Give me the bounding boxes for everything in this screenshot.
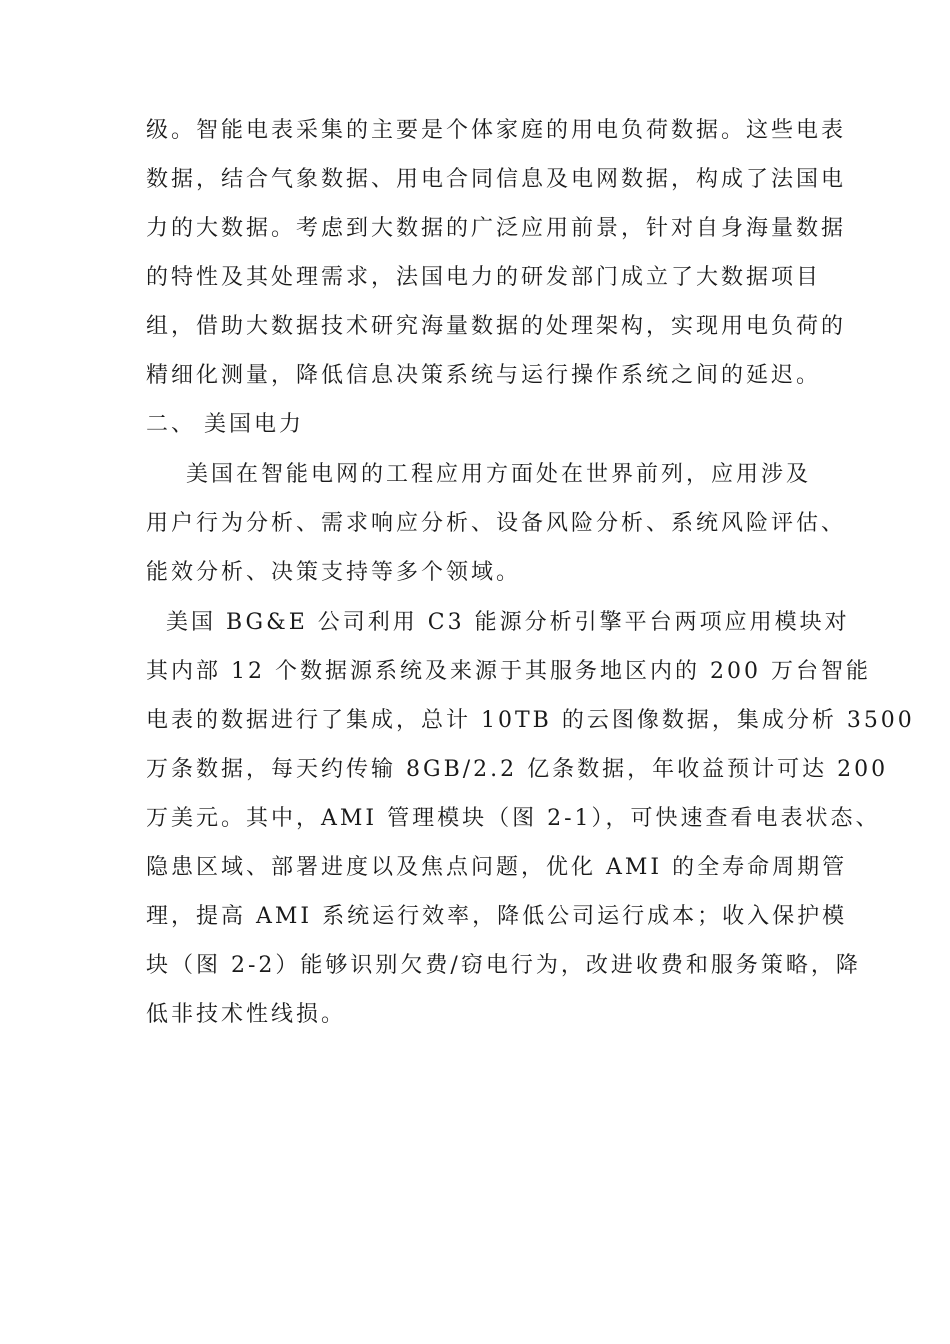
text-line: 的特性及其处理需求，法国电力的研发部门成立了大数据项目 [146,265,822,290]
section-title: 美国电力 [204,412,305,437]
text-line: 用户行为分析、需求响应分析、设备风险分析、系统风险评估、 [146,511,847,536]
text-line: 精细化测量，降低信息决策系统与运行操作系统之间的延迟。 [146,363,822,388]
text-line: 隐患区域、部署进度以及焦点问题，优化 AMI 的全寿命周期管 [146,855,848,880]
text-line: 数据，结合气象数据、用电合同信息及电网数据，构成了法国电 [146,167,847,192]
text-line: 美国在智能电网的工程应用方面处在世界前列，应用涉及 [146,462,811,487]
text-line: 组，借助大数据技术研究海量数据的处理架构，实现用电负荷的 [146,314,847,339]
text-line: 美国 BG&E 公司利用 C3 能源分析引擎平台两项应用模块对 [146,610,850,635]
text-line: 低非技术性线损。 [146,1002,347,1027]
text-line: 级。智能电表采集的主要是个体家庭的用电负荷数据。这些电表 [146,118,847,143]
paragraph-bge-c3 [146,598,915,1039]
text-line: 能效分析、决策支持等多个领域。 [146,560,522,585]
section-number: 二、 [146,412,197,437]
paragraph-france-big-data [146,106,847,400]
paragraph-us-smart-grid [146,450,847,597]
text-line: 万条数据，每天约传输 8GB/2.2 亿条数据，年收益预计可达 200 [146,757,889,782]
text-line: 块（图 2-2）能够识别欠费/窃电行为，改进收费和服务策略，降 [146,953,861,978]
text-line: 力的大数据。考虑到大数据的广泛应用前景，针对自身海量数据 [146,216,847,241]
text-line: 其内部 12 个数据源系统及来源于其服务地区内的 200 万台智能 [146,659,871,684]
text-line: 万美元。其中，AMI 管理模块（图 2-1），可快速查看电表状态、 [146,806,881,831]
text-line: 电表的数据进行了集成，总计 10TB 的云图像数据，集成分析 3500 [146,708,915,733]
section-heading [146,400,808,449]
section-heading-line [146,400,808,449]
text-line: 理，提高 AMI 系统运行效率，降低公司运行成本；收入保护模 [146,904,848,929]
